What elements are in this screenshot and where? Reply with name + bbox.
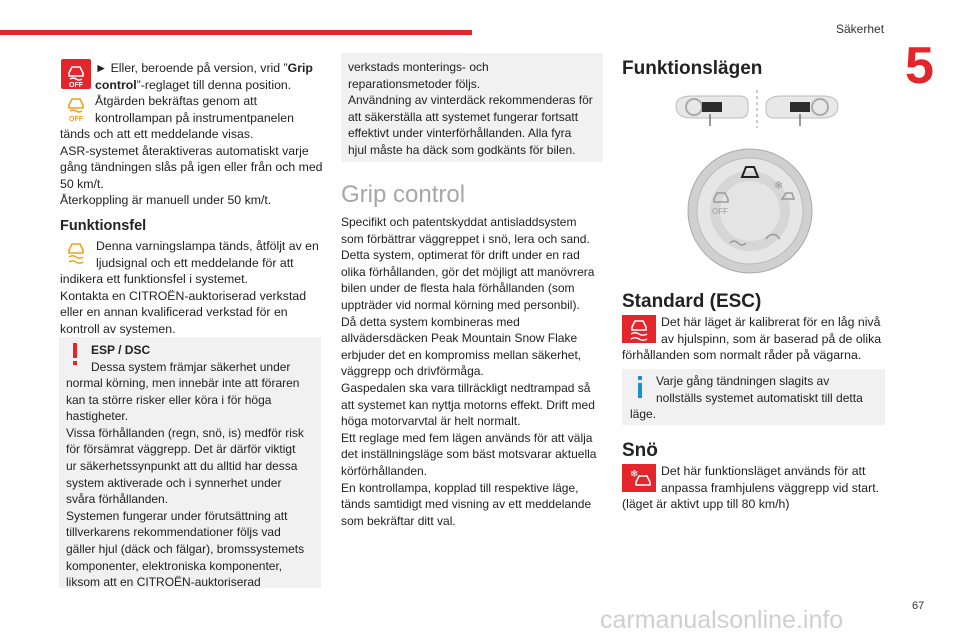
standard-text-indented: Det här läget är kalibrerat för en låg nivå av hjulspinn, som är baserad på de olika: [661, 315, 882, 346]
info-text-indented: Varje gång tändningen slagits av nollställs systemet automatiskt till detta: [656, 374, 863, 405]
snow-red-icon: [622, 464, 656, 492]
knob-off-label: OFF: [712, 207, 728, 216]
grip-control-text: Specifikt och patentskyddat antisladdsystem som förbättrar väggreppet i snö, lera och sand. Detta system, optimerat för drift under en rad olika förhållanden, gör det möjligt att manövrera bilen under de flesta hala förhållanden (som uppträder vid normal körning med personbil). Då detta system kombineras med allvädersdäcken Peak Mountain Snow Flake erbjuder det en kompromiss mellan säkerhet, väggrepp och drivförmåga. Gaspedalen ska vara tillräckligt nedtrampad så att systemet kan nyttja motorns effekt. Drift med höga motorvarvtal är helt normalt. Ett reglage med fem lägen används för att välja det inställningsläge som bäst motsvarar aktuella körförhållanden. En kontrollampa, kopplad till respektive läge, tänds samtidigt med visning av ett meddelande som bekräftar ditt val.: [341, 215, 597, 528]
esc-off-amber-icon: [61, 93, 91, 123]
section-title: Säkerhet: [836, 22, 885, 36]
grip-control-title: Grip control: [341, 181, 466, 208]
svg-text:OFF: OFF: [69, 82, 83, 89]
exclamation-icon: [70, 343, 80, 365]
esp-box-continued-text: verkstads monterings- och reparationsmetoder följs. Användning av vinterdäck rekommenderas för att säkerställa att systemet fungerar fortsatt effektivt under vinterförhållanden. Alla fyra hjul måste ha däck som godkänts för bilen.: [348, 60, 593, 157]
esp-box-head: ESP / DSC Dessa system främjar säkerhet under: [91, 343, 291, 374]
header-accent-bar: [0, 30, 472, 35]
fault-heading: Funktionsfel: [60, 218, 147, 234]
watermark: carmanualsonline.info: [600, 606, 844, 634]
esc-warning-amber-icon: [61, 240, 91, 266]
console-location-illustration: [672, 88, 842, 130]
grip-control-knob-illustration: [686, 147, 814, 275]
page-number: 67: [912, 600, 925, 612]
info-text: läge.: [630, 407, 657, 421]
asr-text: tänds och att ett meddelande visas. ASR-systemet återaktiveras automatiskt varje gång tändningen slås på igen eller från och med 50 km/t. Återkoppling är manuell under 50 km/t.: [60, 127, 323, 208]
esc-off-red-icon: [61, 59, 91, 89]
esp-box-text: normal körning, men innebär inte att föraren kan ta större risker eller köra i för höga hastigheter. Vissa förhållanden (regn, snö, is) medför risk för försämrat väggrepp. Det är därför viktigt ur säkerhetssynpunkt att du alltid har dessa system aktiverade och i synnerhet under svåra förhållanden. Systemen fungerar under förutsättning att tillverkarens rekommendationer följs vad gäller hjul (däck och fälgar), bromssystemets komponenter, elektroniska komponenter, liksom att en CITROËN-auktoriserad: [66, 376, 305, 590]
svg-text:❄: ❄: [774, 179, 784, 192]
snow-text-indented: Det här funktionsläget används för att anpassa framhjulens väggrepp vid start.: [661, 464, 880, 495]
info-icon: [635, 376, 645, 398]
svg-text:OFF: OFF: [69, 116, 83, 123]
modes-heading: Funktionslägen: [622, 58, 763, 79]
fault-text: indikera ett funktionsfel i systemet. Kontakta en CITROËN-auktoriserad verkstad eller en annan kvalificerad verkstad för en kontroll av systemen.: [60, 272, 307, 336]
standard-heading: Standard (ESC): [622, 291, 762, 312]
standard-text: förhållanden som normalt råder på vägarna.: [622, 348, 862, 362]
snow-text: (läget är aktivt upp till 80 km/h): [622, 497, 790, 511]
grip-control-instruction: ► Eller, beroende på version, vrid ”Grip control”-reglaget till denna position. Åtgärden bekräftas genom att kontrollampan på instrumentpanelen: [95, 61, 313, 125]
snow-heading: Snö: [622, 440, 658, 461]
esc-red-icon: [622, 315, 656, 343]
chapter-number: 5: [905, 37, 934, 95]
fault-text-indented: Denna varningslampa tänds, åtföljt av en ljudsignal och ett meddelande för att: [96, 239, 319, 270]
svg-text:❄: ❄: [630, 469, 639, 480]
